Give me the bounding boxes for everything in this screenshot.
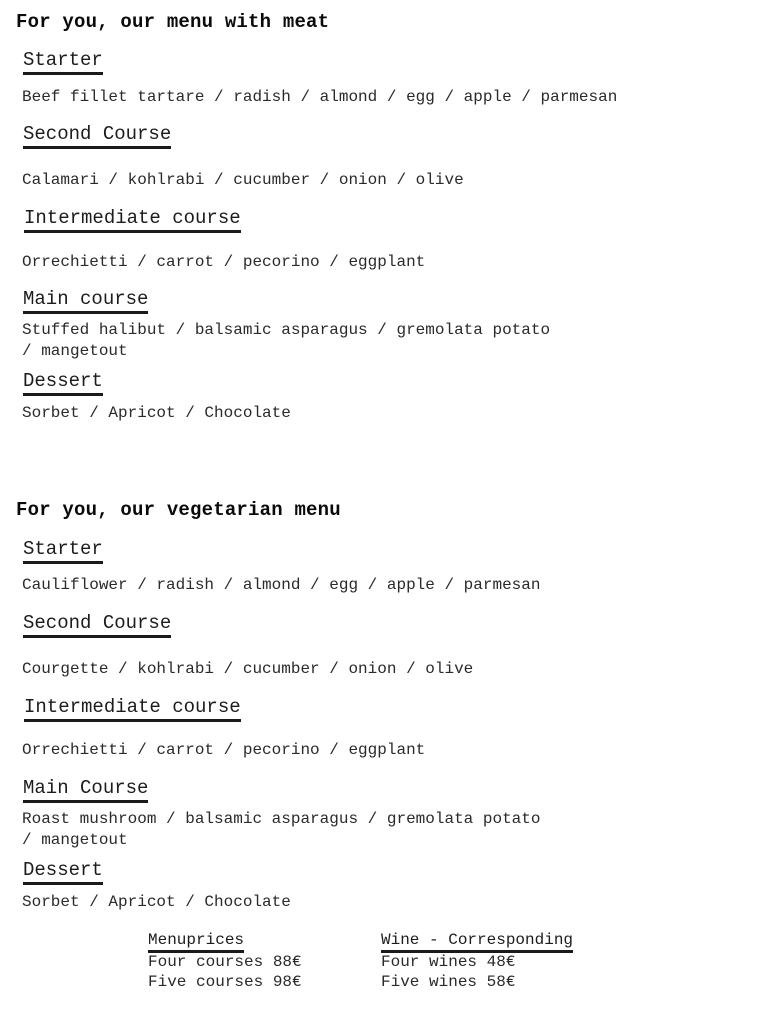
veg-dessert-heading: Dessert bbox=[23, 859, 103, 885]
meat-starter-heading: Starter bbox=[23, 49, 103, 75]
meat-main-course-dish-line1: Stuffed halibut / balsamic asparagus / gremolata potato bbox=[22, 321, 551, 339]
veg-dessert-dish: Sorbet / Apricot / Chocolate bbox=[22, 893, 291, 911]
meat-starter-dish: Beef fillet tartare / radish / almond / egg / apple / parmesan bbox=[22, 88, 618, 106]
veg-second-course-dish: Courgette / kohlrabi / cucumber / onion / olive bbox=[22, 660, 474, 678]
veg-main-course-dish-line1: Roast mushroom / balsamic asparagus / gremolata potato bbox=[22, 810, 541, 828]
menu-price-five-courses: Five courses 98€ bbox=[148, 973, 302, 991]
meat-second-course-dish: Calamari / kohlrabi / cucumber / onion / olive bbox=[22, 171, 464, 189]
wine-prices-heading: Wine - Corresponding bbox=[381, 931, 573, 953]
veg-second-course-heading: Second Course bbox=[23, 612, 171, 638]
meat-intermediate-course-dish: Orrechietti / carrot / pecorino / eggplant bbox=[22, 253, 426, 271]
wine-price-five-wines: Five wines 58€ bbox=[381, 973, 516, 991]
wine-price-four-wines: Four wines 48€ bbox=[381, 953, 516, 971]
meat-second-course-heading: Second Course bbox=[23, 123, 171, 149]
meat-dessert-dish: Sorbet / Apricot / Chocolate bbox=[22, 404, 291, 422]
meat-main-course-dish-line2: / mangetout bbox=[22, 342, 128, 360]
veg-main-course-heading: Main Course bbox=[23, 777, 148, 803]
meat-menu-title: For you, our menu with meat bbox=[16, 11, 330, 33]
menu-prices-heading: Menuprices bbox=[148, 931, 244, 953]
vegetarian-menu-title: For you, our vegetarian menu bbox=[16, 499, 341, 521]
meat-dessert-heading: Dessert bbox=[23, 370, 103, 396]
veg-main-course-dish-line2: / mangetout bbox=[22, 831, 128, 849]
meat-main-course-heading: Main course bbox=[23, 288, 148, 314]
meat-intermediate-course-heading: Intermediate course bbox=[24, 207, 241, 233]
veg-starter-dish: Cauliflower / radish / almond / egg / apple / parmesan bbox=[22, 576, 541, 594]
menu-price-four-courses: Four courses 88€ bbox=[148, 953, 302, 971]
veg-starter-heading: Starter bbox=[23, 538, 103, 564]
veg-intermediate-course-dish: Orrechietti / carrot / pecorino / eggplant bbox=[22, 741, 426, 759]
veg-intermediate-course-heading: Intermediate course bbox=[24, 696, 241, 722]
